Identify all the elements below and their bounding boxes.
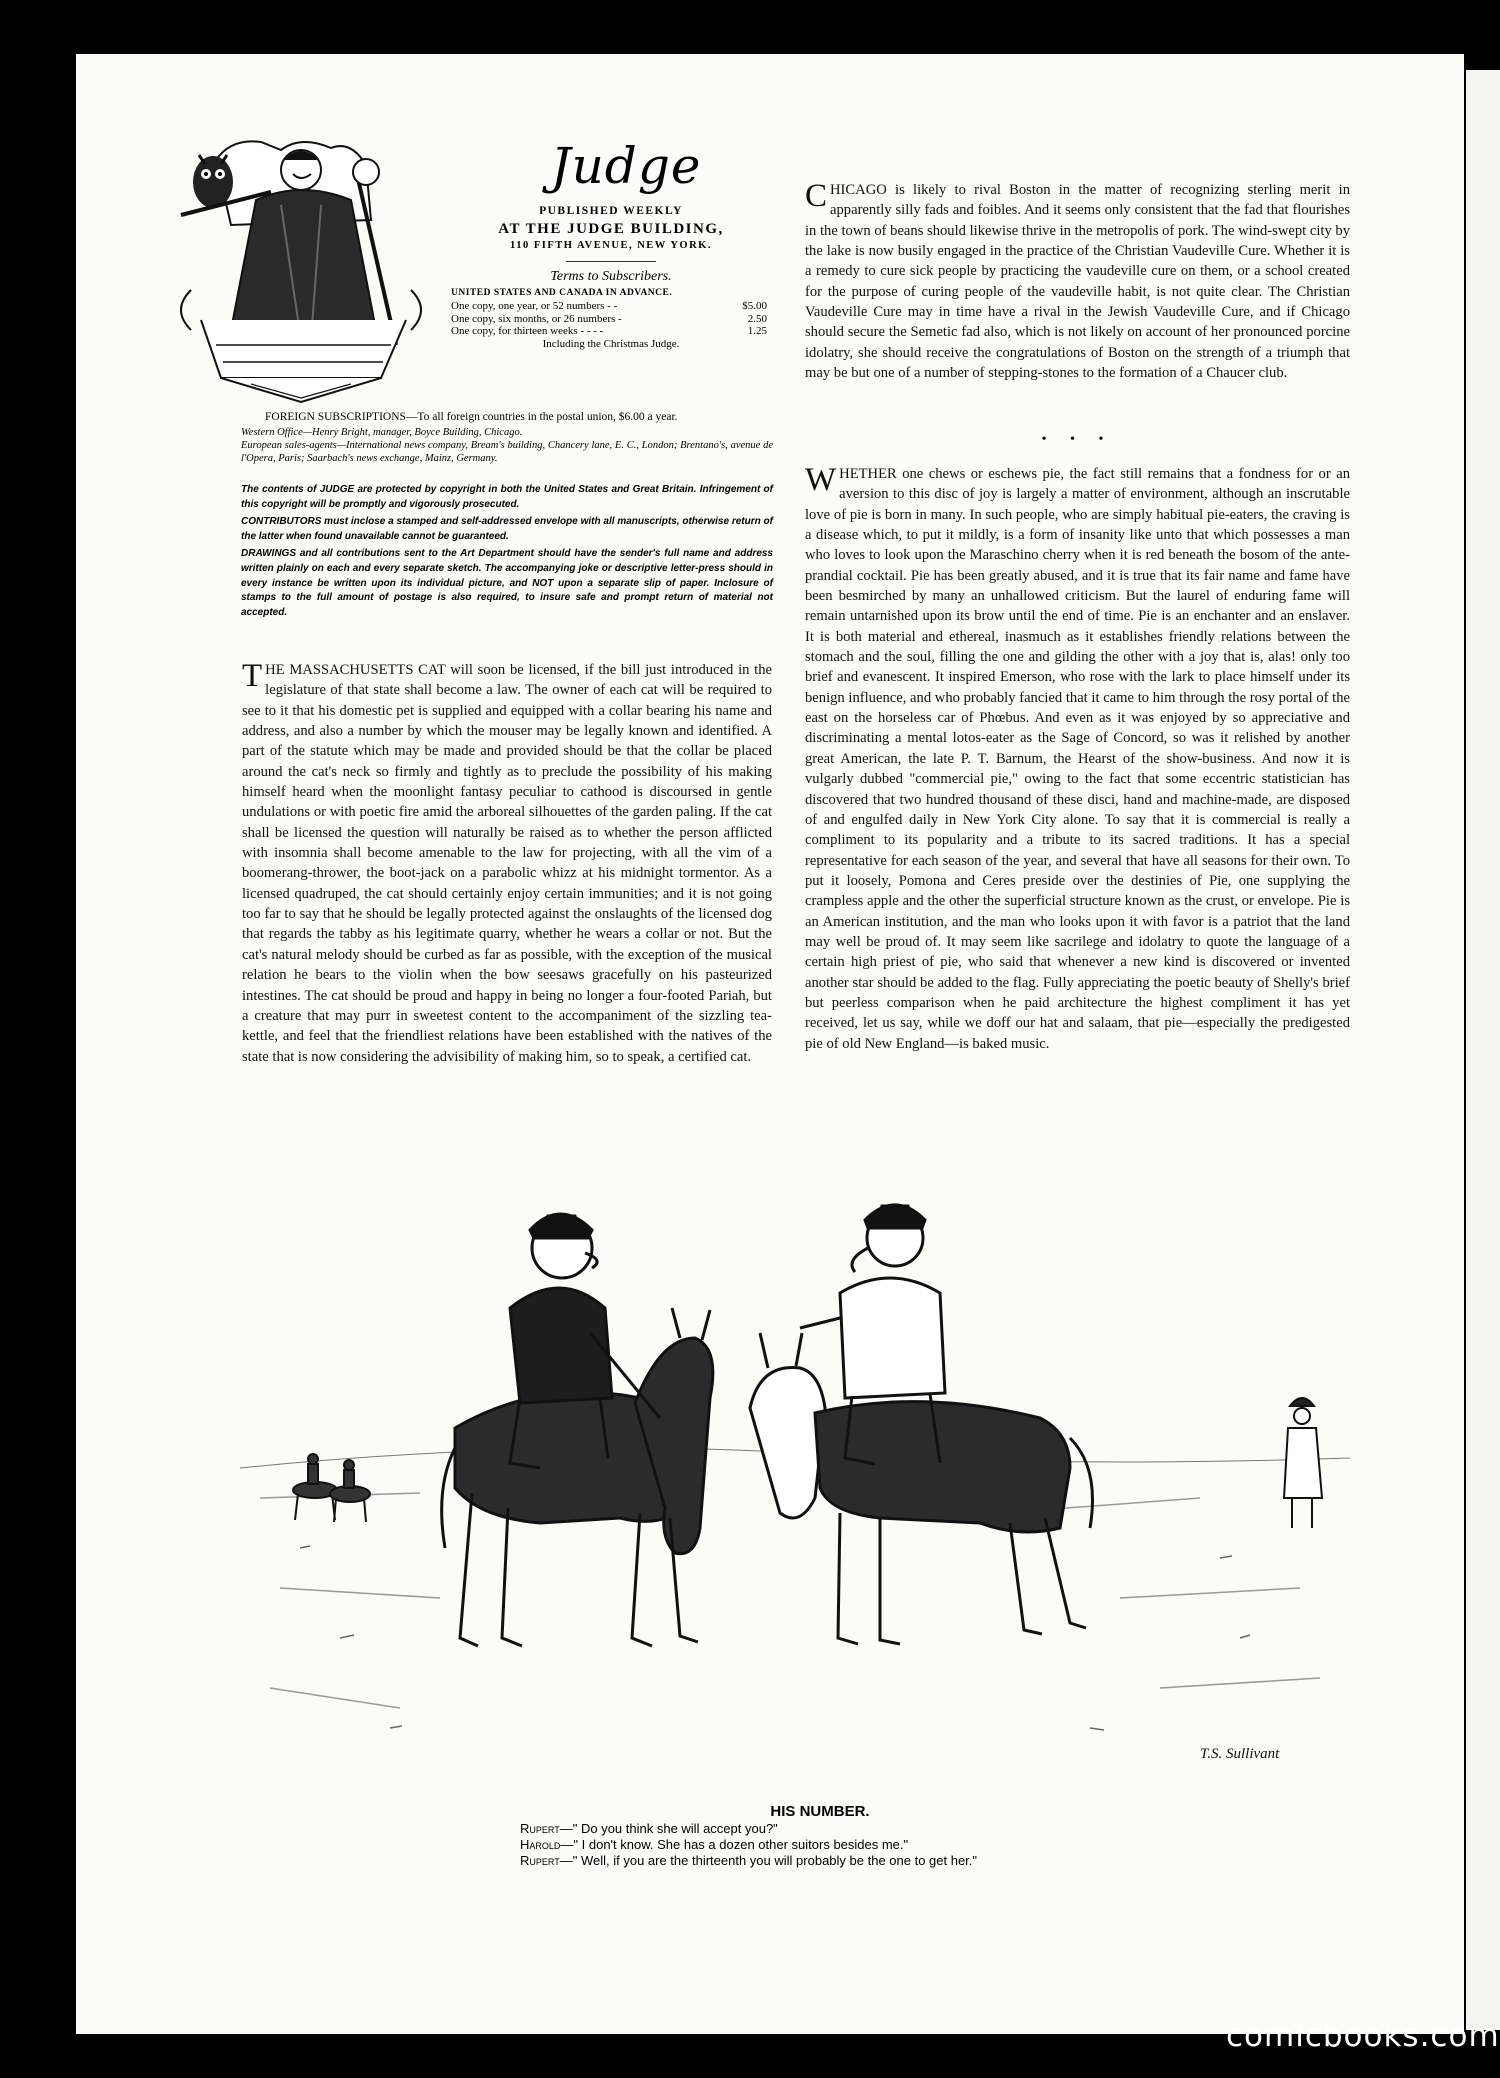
published-weekly: PUBLISHED WEEKLY xyxy=(539,205,683,217)
drop-cap: C xyxy=(805,178,828,214)
contributors-notice: CONTRIBUTORS must inclose a stamped and self-addressed envelope with all manuscripts, otherwise return of the latter when found unavailable cannot be guaranteed. xyxy=(241,516,773,542)
masthead xyxy=(161,130,771,410)
line-text: —" I don't know. She has a dozen other suitors besides me." xyxy=(560,1837,909,1852)
publication-info xyxy=(451,130,771,350)
drawings-notice: DRAWINGS and all contributions sent to the Art Department should have the sender's full name and address written plainly on each and every separate sketch. The accompanying joke or descriptive letter-press should in every instance be written upon its individual picture, and NOT upon a separate slip of paper. Inclosure of stamps to the full amount of postage is also required, to insure safe and prompt return of material not accepted. xyxy=(241,548,773,618)
rate-label: One copy, six months, or 26 numbers - xyxy=(451,312,622,325)
rate-price: 2.50 xyxy=(747,312,767,325)
dialogue-line xyxy=(520,1837,1120,1853)
article-chicago xyxy=(805,180,1350,383)
adjacent-page-edge xyxy=(1466,70,1500,2030)
article-pie xyxy=(805,464,1350,1054)
judge-logo: Judge xyxy=(550,137,702,195)
caption-title: HIS NUMBER. xyxy=(770,1803,870,1820)
watermark: comicbooks.com xyxy=(1226,2018,1500,2054)
divider xyxy=(566,261,656,262)
western-office: Western Office—Henry Bright, manager, Boyce Building, Chicago. xyxy=(241,427,523,438)
cartoon-two-riders xyxy=(240,1168,1350,1788)
foreign-subscriptions: FOREIGN SUBSCRIPTIONS—To all foreign countries in the postal union, $6.00 a year. xyxy=(265,411,678,423)
distant-riders xyxy=(293,1454,370,1522)
european-agents: European sales-agents—International news company, Bream's building, Chancery lane, E. C., London; Brentano's, avenue de l'Opera, Paris; Saarbach's news exchange, Mainz, Germany. xyxy=(241,440,773,464)
artist-signature: T.S. Sullivant xyxy=(1200,1746,1280,1762)
dialogue-line xyxy=(520,1821,1120,1837)
article-body: HETHER one chews or eschews pie, the fact still remains that a fondness for or an aversion to this disc of joy is largely a matter of environment, although an inscrutable love of pie is born in many. In such people, who are simply habitual pie-eaters, the craving is a disease which, to put it mildly, is a form of insanity like unto that which possesses a man who loves to look upon the Maraschino cherry when it is red beneath the bosom of the ante-prandial cocktail. Pie has been greatly abused, and it is true that its fair name and fame have been besmirched by many an unhallowed criticism. But the laurel of enduring fame will remain untarnished upon its brow until the end of time. Pie is an enchanter and an enslaver. It is both material and ethereal, inasmuch as it establishes friendly relations between the stomach and the soul, filling the one and gilding the other with a joy that is, alas! only too brief and evanescent. It inspired Emerson, who rose with the lark to place himself under its benign influence, and who probably fancied that it came to him through the rosy portal of the east on the horseless car of Phœbus. And even as it was enjoyed by so appreciative and discriminating a mental lotos-eater as the Sage of Concord, so was it relished by another great American, the late P. T. Barnum, the Hearst of the show-business. And now it is vulgarly dubbed "commercial pie," owing to the fact that some eccentric statistician has discovered that two hundred thousand of these disci, hand and machine-made, are disposed of and engulfed daily in New York City alone. To say that it is commercial is really a compliment to its popularity and a tribute to its sacred traditions. It has a special representative for each season of the year, and several that have all seasons for their own. To put it loosely, Pomona and Ceres preside over the destinies of Pie, one supplying the crampless apple and the other the superficial structure known as the crust, or envelope. Pie is an American institution, and the man who looks upon it with favor is a patriot that the land may well be proud of. It may seem like sacrilege and idolatry to quote the language of a certain high priest of pie, who said that whenever a new kind is discovered or invented another star should be added to the flag. Fully appreciating the poetic beauty of Shelly's brief but peerless comparison when he paid architecture the highest compliment it has yet received, let us say, while we doff our hat and salaam, that pie—especially the predigested pie of old New England—is baked music. xyxy=(805,466,1350,1052)
drop-cap: W xyxy=(805,462,837,498)
article-massachusetts-cat xyxy=(242,660,772,1067)
section-separator: • • • xyxy=(1041,432,1114,447)
office-listings xyxy=(241,426,773,465)
rate-row xyxy=(451,325,771,338)
speaker: Rupert xyxy=(520,1853,560,1868)
rate-label: One copy, one year, or 52 numbers - - xyxy=(451,300,618,312)
rates-note: Including the Christmas Judge. xyxy=(542,337,680,350)
rate-row xyxy=(451,313,771,326)
copyright-notice: The contents of JUDGE are protected by copyright in both the United States and Great Britain. Infringement of this copyright will be promptly and vigorously prosecuted. xyxy=(241,484,773,510)
rate-row xyxy=(451,300,771,313)
article-body: HE MASSACHUSETTS CAT will soon be licensed, if the bill just introduced in the legislature of that state shall become a law. The owner of each cat will be required to see to it that his domestic pet is supplied and equipped with a collar bearing his name and address, and also a number by which the mouser may be legally known and identified. A part of the statute which may be made and provided should be that the collar be placed around the cat's neck so firmly and tightly as to preclude the possibility of his making himself heard when the moonlight fantasy peculiar to cathood is discoursed in gentle undulations or with poetic fire amid the arboreal silhouettes of the garden paling. If the cat shall be licensed the question will naturally be raised as to whether the person afflicted with insomnia shall become amenable to the law for projecting, with all the vim of a boomerang-thrower, the boot-jack on a parabolic whizz at his midnight tormentor. As a licensed quadruped, the cat should certainly enjoy certain immunities; and it is not going too far to say that he should be legally protected against the onslaughts of the licensed dog that regards the tabby as his legitimate quarry, whether he wears a collar or not. But the cat's natural melody should be curbed as far as possible, with the exception of the musical relation he bears to the violin when the bow seesaws gracefully on his pasteurized intestines. The cat should be proud and happy in being no longer a four-footed Pariah, but a creature that may purr in sweetest content to the accompaniment of the sizzling tea-kettle, and feel that the friendliest relations have been established with the natives of the state that is now considering the advisibility of making him, so to speak, a certified cat. xyxy=(242,662,772,1065)
drop-cap: T xyxy=(242,658,263,694)
rate-label: One copy, for thirteen weeks - - - - xyxy=(451,325,604,337)
address: 110 FIFTH AVENUE, NEW YORK. xyxy=(510,240,712,251)
article-body: HICAGO is likely to rival Boston in the matter of recognizing sterling merit in apparently silly fads and foibles. And it seems only consistent that the fad that flourishes in the town of beans should likewise thrive in the metropolis of pork. The wind-swept city by the lake is now busily engaged in the practice of the Christian Vaudeville Cure. Whether it is a remedy to cure sick people by practicing the vaudeville cure on them, or a school created for the purpose of curing people of the vaudeville habit, is not quite clear. The Christian Vaudeville Cure may in time have a rival in the Jewish Vaudeville Cure, and if Chicago should secure the Semetic fad also, which is not likely on account of her pronounced porcine idolatry, she should receive the congratulations of Boston on the strength of a triumph that may be but one of a number of stepping-stones to the formation of a Chaucer club. xyxy=(805,182,1350,382)
distant-policeman xyxy=(1284,1398,1322,1528)
rate-price: 1.25 xyxy=(747,325,767,337)
judge-building: AT THE JUDGE BUILDING, xyxy=(498,221,724,237)
terms-heading: Terms to Subscribers. xyxy=(550,269,672,284)
line-text: —" Well, if you are the thirteenth you will probably be the one to get her." xyxy=(559,1853,978,1868)
us-canada-heading: UNITED STATES AND CANADA IN ADVANCE. xyxy=(451,288,673,298)
cartoon-caption xyxy=(520,1803,1120,1869)
speaker: Rupert xyxy=(520,1821,560,1836)
dialogue-line xyxy=(520,1853,1120,1869)
judge-seated-illustration xyxy=(161,130,441,408)
rate-price: $5.00 xyxy=(742,300,767,312)
line-text: —" Do you think she will accept you?" xyxy=(559,1821,778,1836)
copyright-notices xyxy=(241,483,773,623)
speaker: Harold xyxy=(520,1837,561,1852)
